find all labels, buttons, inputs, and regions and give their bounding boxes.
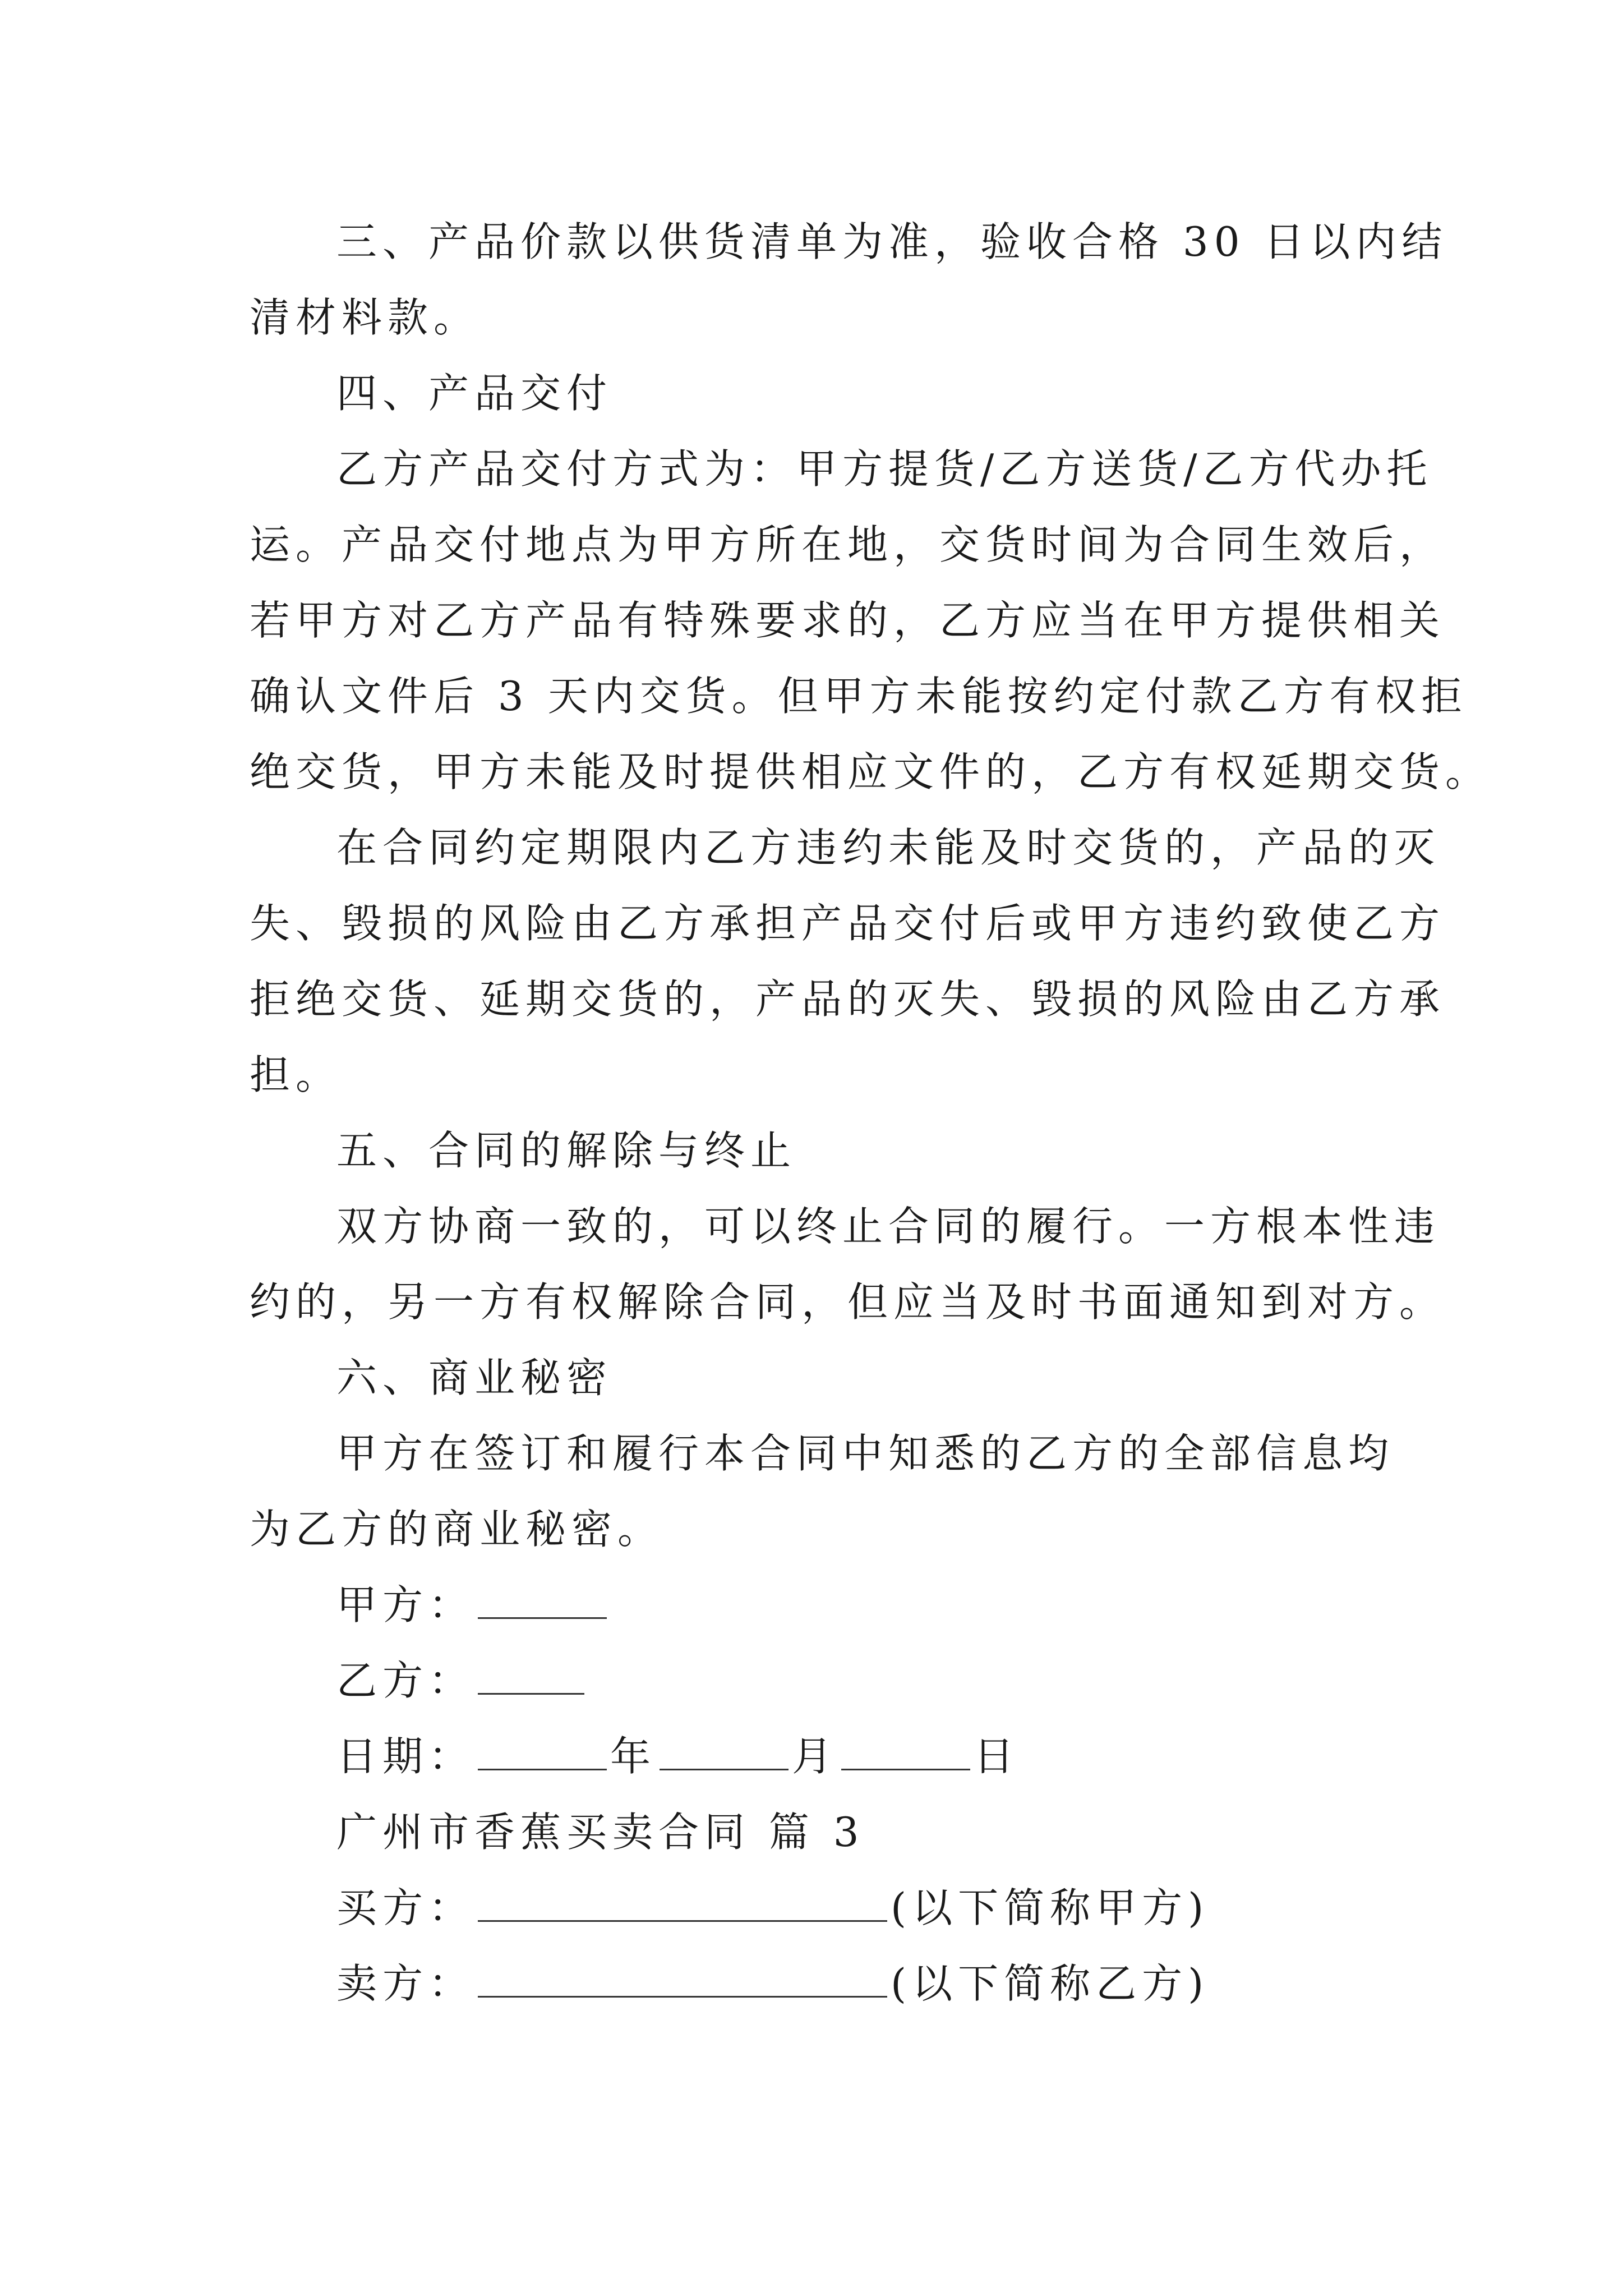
clause-3-line-1: 三、产品价款以供货清单为准，验收合格 30 日以内结 xyxy=(336,218,1448,265)
clause-5-line-1: 双方协商一致的，可以终止合同的履行。一方根本性违 xyxy=(336,1203,1441,1250)
party-a-blank xyxy=(478,1585,607,1619)
year-label: 年 xyxy=(610,1733,657,1780)
day-blank xyxy=(841,1736,970,1770)
day-label: 日 xyxy=(974,1733,1020,1780)
party-a-signature-line xyxy=(336,1581,610,1628)
clause-5-heading: 五、合同的解除与终止 xyxy=(336,1127,797,1174)
clause-4-risk-line-2: 失、毁损的风险由乙方承担产品交付后或甲方违约致使乙方 xyxy=(250,900,1446,947)
clause-4-line-1: 乙方产品交付方式为：甲方提货/乙方送货/乙方代办托 xyxy=(336,445,1433,493)
clause-5-line-2: 约的，另一方有权解除合同，但应当及时书面通知到对方。 xyxy=(250,1278,1446,1326)
buyer-line xyxy=(336,1884,1210,1931)
clause-4-risk-line-1: 在合同约定期限内乙方违约未能及时交货的，产品的灭 xyxy=(336,824,1441,871)
clause-3-line-2: 清材料款。 xyxy=(250,294,480,341)
date-label: 日期： xyxy=(336,1733,475,1780)
clause-4-line-2: 运。产品交付地点为甲方所在地，交货时间为合同生效后， xyxy=(250,521,1446,568)
clause-4-line-3: 若甲方对乙方产品有特殊要求的，乙方应当在甲方提供相关 xyxy=(250,597,1446,644)
clause-6-line-1: 甲方在签订和履行本合同中知悉的乙方的全部信息均 xyxy=(336,1430,1395,1477)
buyer-blank xyxy=(478,1888,887,1922)
seller-label: 卖方： xyxy=(336,1960,475,2007)
clause-4-line-4: 确认文件后 3 天内交货。但甲方未能按约定付款乙方有权拒 xyxy=(250,673,1468,720)
year-blank xyxy=(478,1736,607,1770)
seller-suffix: (以下简称乙方) xyxy=(891,1960,1210,2007)
clause-4-risk-line-3: 拒绝交货、延期交货的，产品的灭失、毁损的风险由乙方承 xyxy=(250,976,1446,1023)
seller-blank xyxy=(478,1963,887,1998)
party-b-label: 乙方： xyxy=(336,1657,475,1704)
clause-6-line-2: 为乙方的商业秘密。 xyxy=(250,1506,664,1553)
party-b-blank xyxy=(478,1660,584,1695)
month-label: 月 xyxy=(792,1733,838,1780)
month-blank xyxy=(660,1736,789,1770)
clause-6-heading: 六、商业秘密 xyxy=(336,1354,613,1401)
clause-4-risk-line-4: 担。 xyxy=(250,1051,342,1098)
buyer-suffix: (以下简称甲方) xyxy=(891,1884,1210,1931)
next-contract-title: 广州市香蕉买卖合同 篇 3 xyxy=(336,1809,865,1856)
seller-line xyxy=(336,1960,1210,2007)
clause-4-heading: 四、产品交付 xyxy=(336,370,613,417)
party-a-label: 甲方： xyxy=(336,1581,475,1628)
date-line xyxy=(336,1733,1020,1780)
buyer-label: 买方： xyxy=(336,1884,475,1931)
clause-4-line-5: 绝交货，甲方未能及时提供相应文件的，乙方有权延期交货。 xyxy=(250,748,1492,795)
party-b-signature-line xyxy=(336,1657,588,1704)
